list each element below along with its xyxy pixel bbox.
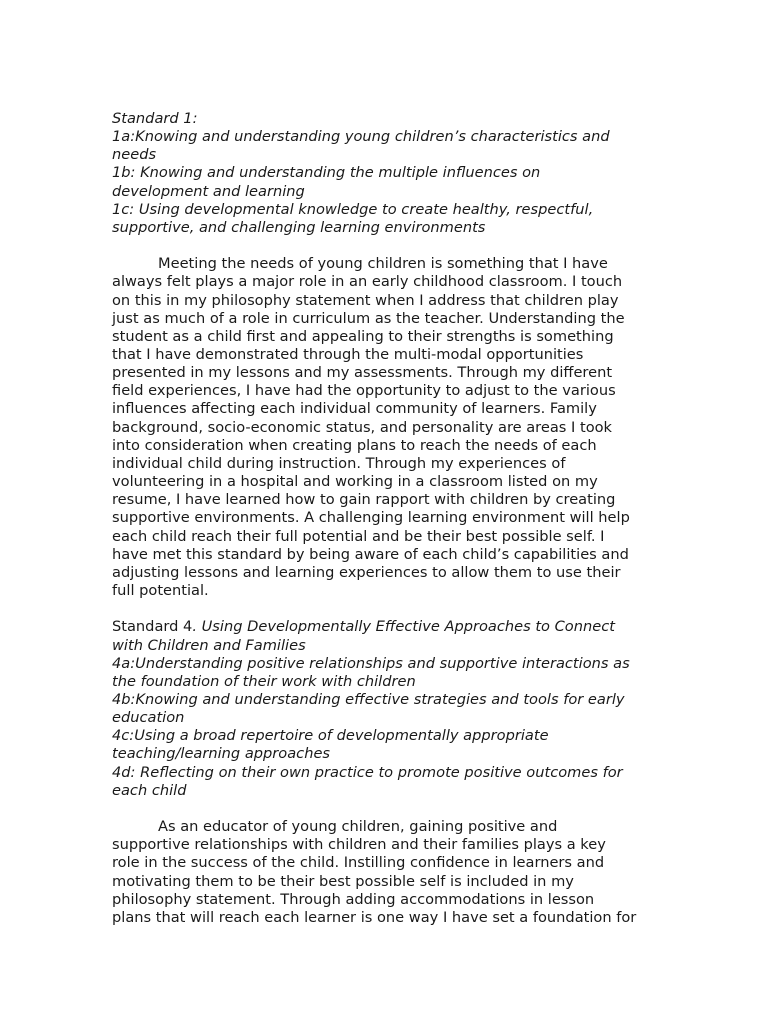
paragraph-line: influences affecting each individual community of learners. Family [112,400,597,418]
paragraph-line [112,818,660,836]
standard-4-heading-label: Standard 4 [112,618,193,636]
paragraph-line [112,255,660,273]
standard-1-paragraph [112,255,660,600]
standard-1-item-1c-line1: 1c: Using developmental knowledge to create healthy, respectful, [112,200,594,218]
paragraph-line: that I have demonstrated through the multi-modal opportunities [112,346,584,364]
paragraph-line: field experiences, I have had the opportunity to adjust to the various [112,382,616,400]
standard-1-item-1b-line2: development and learning [112,182,305,200]
paragraph-line: supportive relationships with children and their families plays a key [112,836,606,854]
paragraph-line: philosophy statement. Through adding accommodations in lesson [112,890,595,908]
standard-1-heading [112,110,660,128]
paragraph-line: have met this standard by being aware of each child’s capabilities and [112,545,629,563]
paragraph-line: volunteering in a hospital and working in a classroom listed on my [112,473,598,491]
spacer [112,800,660,818]
standard-1-item-1b-line1: 1b: Knowing and understanding the multiple influences on [112,164,541,182]
spacer [112,600,660,618]
paragraph-line: just as much of a role in curriculum as the teacher. Understanding the [112,309,625,327]
paragraph-line: plans that will reach each learner is one way I have set a foundation for [112,908,637,926]
standard-4-item-4a-line1: 4a:Understanding positive relationships and supportive interactions as [112,654,630,672]
paragraph-line: supportive environments. A challenging learning environment will help [112,509,630,527]
paragraph-line: adjusting lessons and learning experiences to allow them to use their [112,563,621,581]
standard-4-heading-title: . Using Developmentally Effective Approaches to Connect [192,618,615,636]
standard-1-item-1c-line2: supportive, and challenging learning environments [112,218,486,236]
standard-4-heading [112,618,660,636]
paragraph-line: each child reach their full potential and be their best possible self. I [112,527,605,545]
standard-4-item-4b-line1: 4b:Knowing and understanding effective strategies and tools for early [112,690,625,708]
paragraph-line: resume, I have learned how to gain rapport with children by creating [112,491,616,509]
paragraph-line: into consideration when creating plans to reach the needs of each [112,436,597,454]
standard-4-item-4a-line2: the foundation of their work with children [112,672,416,690]
standard-1-heading-colon: : [192,110,198,127]
paragraph-line: student as a child first and appealing to their strengths is something [112,327,614,345]
standard-1-heading-label: Standard 1 [112,110,193,127]
standard-1-item-1a-line1: 1a:Knowing and understanding young children’s characteristics and [112,128,610,146]
spacer [112,237,660,255]
paragraph-line: full potential. [112,582,209,600]
paragraph-line: presented in my lessons and my assessments. Through my different [112,364,613,382]
standard-1-item-1a-line2: needs [112,146,157,164]
paragraph-line: motivating them to be their best possible self is included in my [112,872,574,890]
paragraph-line: role in the success of the child. Instilling confidence in learners and [112,854,605,872]
paragraph-line: always felt plays a major role in an early childhood classroom. I touch [112,273,623,291]
standard-4-item-4c-line1: 4c:Using a broad repertoire of developmentally appropriate [112,727,549,745]
standard-4-item-4d-line2: each child [112,781,187,799]
standard-4-heading-line2: with Children and Families [112,636,306,654]
paragraph-line: on this in my philosophy statement when I address that children play [112,291,619,309]
paragraph-line-text: Meeting the needs of young children is something that I have [158,255,608,273]
paragraph-line: individual child during instruction. Through my experiences of [112,454,566,472]
standard-4-item-4d-line1: 4d: Reflecting on their own practice to promote positive outcomes for [112,763,623,781]
document-page [112,110,660,927]
paragraph-line-text: As an educator of young children, gaining positive and [158,818,558,836]
paragraph-line: background, socio-economic status, and personality are areas I took [112,418,612,436]
standard-4-paragraph [112,818,660,927]
standard-4-item-4c-line2: teaching/learning approaches [112,745,331,763]
standard-4-item-4b-line2: education [112,709,185,727]
